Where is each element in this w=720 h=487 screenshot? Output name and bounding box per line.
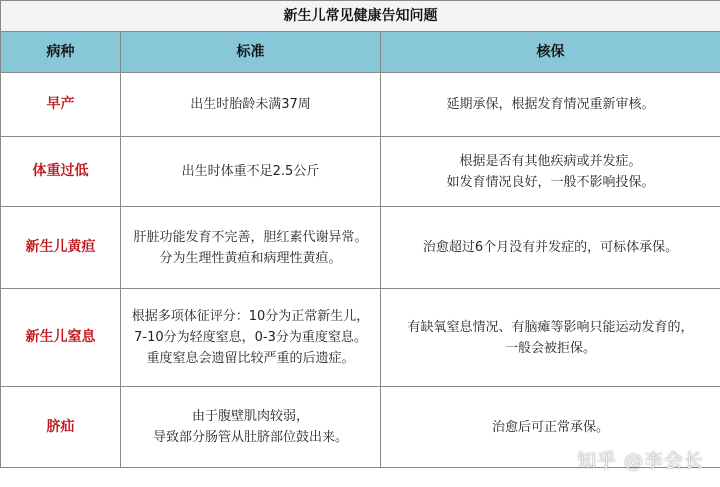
standard-line: 重度窒息会遗留比较严重的后遗症。 xyxy=(146,351,355,366)
underwriting-line: 如发育情况良好，一般不影响投保。 xyxy=(446,174,655,190)
column-header-disease: 病种 xyxy=(1,32,121,73)
disease-cell: 新生儿窒息 xyxy=(1,289,121,387)
standard-line: 由于腹壁肌肉较弱， xyxy=(191,409,309,424)
table-row xyxy=(1,137,720,207)
underwriting-cell xyxy=(381,73,720,137)
standard-line: 根据多项体征评分：10分为正常新生儿， xyxy=(131,309,370,324)
standard-line: 导致部分肠管从肚脐部位鼓出来。 xyxy=(152,430,348,445)
table-row xyxy=(1,207,720,289)
underwriting-line: 有缺氧窒息情况、有脑瘫等影响只能运动发育的， xyxy=(407,319,694,335)
standard-cell xyxy=(121,207,381,289)
standard-line: 分为生理性黄疸和病理性黄疸。 xyxy=(159,250,342,266)
underwriting-cell xyxy=(381,137,720,207)
zhihu-watermark: 知乎 @李会长 xyxy=(576,450,704,472)
column-header-underwriting: 核保 xyxy=(381,32,720,73)
standard-cell xyxy=(121,137,381,207)
disease-cell: 体重过低 xyxy=(1,137,121,207)
table-row xyxy=(1,387,720,468)
underwriting-line: 延期承保，根据发育情况重新审核。 xyxy=(446,97,655,112)
table-header-row xyxy=(1,32,720,73)
underwriting-cell xyxy=(381,207,720,289)
underwriting-cell xyxy=(381,289,720,387)
standard-line: 7-10分为轻度窒息，0-3分为重度窒息。 xyxy=(134,330,367,345)
standard-cell xyxy=(121,289,381,387)
standard-line: 出生时胎龄未满37周 xyxy=(190,97,311,112)
standard-cell xyxy=(121,387,381,468)
underwriting-line: 治愈超过6个月没有并发症的，可标体承保。 xyxy=(422,240,679,255)
standard-cell xyxy=(121,73,381,137)
underwriting-line: 根据是否有其他疾病或并发症。 xyxy=(459,153,642,169)
standard-line: 肝脏功能发育不完善，胆红素代谢异常。 xyxy=(133,229,368,245)
disease-cell: 新生儿黄疸 xyxy=(1,207,121,289)
table-row xyxy=(1,73,720,137)
underwriting-line: 治愈后可正常承保。 xyxy=(492,419,610,435)
standard-line: 出生时体重不足2.5公斤 xyxy=(181,164,320,179)
table-row xyxy=(1,289,720,387)
underwriting-line: 一般会被拒保。 xyxy=(505,340,597,356)
underwriting-cell xyxy=(381,387,720,468)
disease-cell: 脐疝 xyxy=(1,387,121,468)
table-title: 新生儿常见健康告知问题 xyxy=(1,1,720,32)
column-header-standard: 标准 xyxy=(121,32,381,73)
table-title-row xyxy=(1,1,720,32)
disease-cell: 早产 xyxy=(1,73,121,137)
